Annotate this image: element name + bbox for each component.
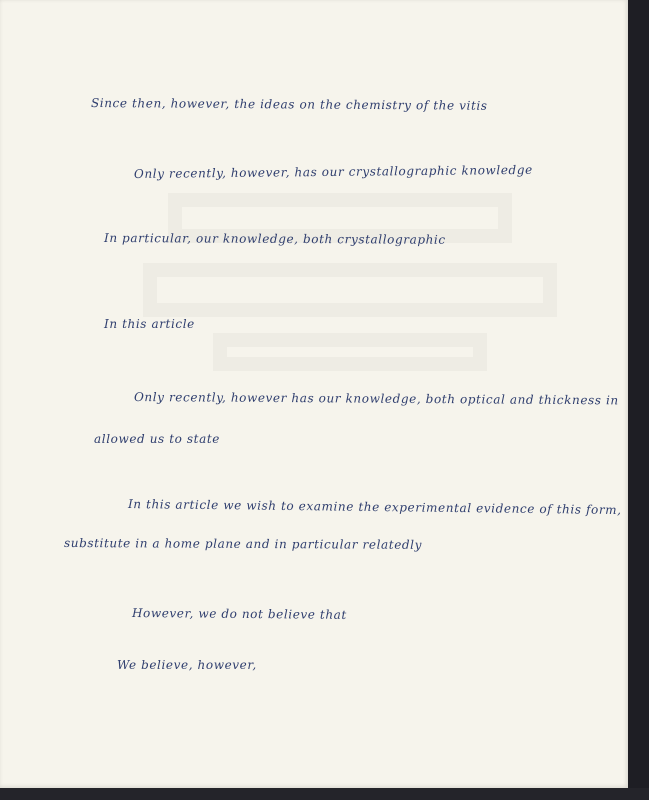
handwritten-line: In particular, our knowledge, both crystallographic: [103, 231, 446, 247]
handwritten-line: In this article we wish to examine the experimental evidence of this form,: [127, 497, 622, 518]
scanner-bed-edge-right: [628, 0, 649, 800]
handwritten-line: substitute in a home plane and in particular relatedly: [63, 536, 423, 552]
handwritten-line: We believe, however,: [117, 658, 257, 672]
handwritten-line: However, we do not believe that: [131, 606, 347, 622]
handwritten-line: Only recently, however has our knowledge, both optical and thickness in: [133, 390, 619, 408]
handwritten-line: allowed us to state: [94, 432, 220, 446]
handwritten-line: Only recently, however, has our crystallographic knowledge: [133, 162, 533, 181]
scanner-bed-edge-bottom: [0, 788, 649, 800]
handwritten-line: In this article: [104, 317, 195, 331]
handwritten-line: Since then, however, the ideas on the chemistry of the vitis: [90, 96, 488, 113]
